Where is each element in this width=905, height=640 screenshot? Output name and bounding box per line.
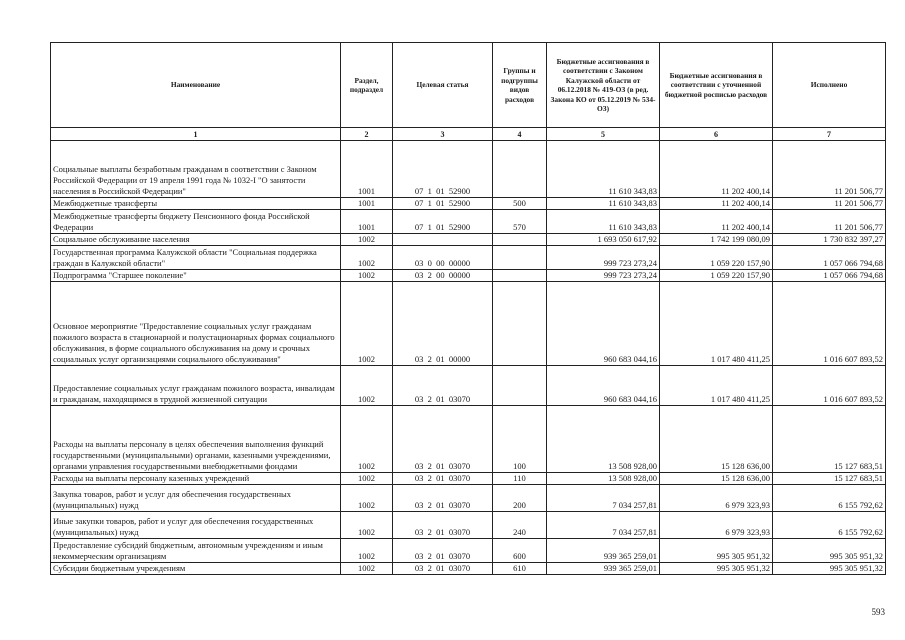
row-group [493, 234, 547, 246]
row-group: 240 [493, 512, 547, 539]
row-refined: 995 305 951,32 [660, 539, 773, 563]
row-executed: 1 016 607 893,52 [773, 282, 886, 366]
row-executed: 1 016 607 893,52 [773, 366, 886, 406]
row-executed: 11 201 506,77 [773, 141, 886, 198]
row-refined: 1 017 480 411,25 [660, 282, 773, 366]
row-section: 1002 [341, 485, 393, 512]
row-executed: 1 730 832 397,27 [773, 234, 886, 246]
column-number: 7 [773, 128, 886, 141]
row-section: 1002 [341, 539, 393, 563]
row-name: Основное мероприятие "Предоставление социальных услуг гражданам пожилого возраста в стационарной и полустационарных формах социального обслуживания, в форме социального обслуживания на дому и срочных социальных услуг организациями социального обслуживания" [51, 282, 341, 366]
header-executed: Исполнено [773, 43, 886, 128]
row-name: Расходы на выплаты персоналу казенных учреждений [51, 473, 341, 485]
row-target: 03 2 01 03070 [393, 473, 493, 485]
table-row [51, 282, 886, 366]
row-law: 999 723 273,24 [547, 270, 660, 282]
row-group [493, 246, 547, 270]
row-group: 600 [493, 539, 547, 563]
table-row [51, 485, 886, 512]
row-section: 1002 [341, 270, 393, 282]
row-law: 1 693 050 617,92 [547, 234, 660, 246]
row-name: Иные закупки товаров, работ и услуг для обеспечения государственных (муниципальных) нужд [51, 512, 341, 539]
header-name: Наименование [51, 43, 341, 128]
row-name: Субсидии бюджетным учреждениям [51, 563, 341, 575]
row-executed: 995 305 951,32 [773, 539, 886, 563]
row-name: Государственная программа Калужской области "Социальная поддержка граждан в Калужской области" [51, 246, 341, 270]
row-name: Межбюджетные трансферты [51, 198, 341, 210]
row-target: 03 2 01 03070 [393, 512, 493, 539]
row-refined: 11 202 400,14 [660, 198, 773, 210]
column-number: 1 [51, 128, 341, 141]
row-group: 610 [493, 563, 547, 575]
row-group: 100 [493, 406, 547, 473]
row-section: 1001 [341, 210, 393, 234]
row-refined: 15 128 636,00 [660, 473, 773, 485]
table-row [51, 210, 886, 234]
row-group: 200 [493, 485, 547, 512]
row-executed: 6 155 792,62 [773, 485, 886, 512]
row-group: 500 [493, 198, 547, 210]
row-name: Предоставление субсидий бюджетным, автономным учреждениям и иным некоммерческим организациям [51, 539, 341, 563]
row-refined: 11 202 400,14 [660, 210, 773, 234]
row-target: 03 2 01 03070 [393, 539, 493, 563]
row-group: 110 [493, 473, 547, 485]
row-law: 11 610 343,83 [547, 141, 660, 198]
row-refined: 15 128 636,00 [660, 406, 773, 473]
row-name: Социальное обслуживание населения [51, 234, 341, 246]
row-law: 13 508 928,00 [547, 406, 660, 473]
row-name: Расходы на выплаты персоналу в целях обеспечения выполнения функций государственными (муниципальными) органами, казенными учреждениями, органами управления государственными внебюджетными фондами [51, 406, 341, 473]
row-law: 960 683 044,16 [547, 366, 660, 406]
row-target: 03 2 00 00000 [393, 270, 493, 282]
row-name: Предоставление социальных услуг гражданам пожилого возраста, инвалидам и гражданам, находящимся в трудной жизненной ситуации [51, 366, 341, 406]
header-section: Раздел, подраздел [341, 43, 393, 128]
row-group [493, 366, 547, 406]
row-group [493, 141, 547, 198]
row-name: Подпрограмма "Старшее поколение" [51, 270, 341, 282]
row-law: 939 365 259,01 [547, 563, 660, 575]
row-section: 1002 [341, 366, 393, 406]
column-number: 4 [493, 128, 547, 141]
row-target: 03 0 00 00000 [393, 246, 493, 270]
table-row [51, 406, 886, 473]
row-law: 11 610 343,83 [547, 210, 660, 234]
row-executed: 1 057 066 794,68 [773, 270, 886, 282]
row-target: 07 1 01 52900 [393, 141, 493, 198]
column-number: 5 [547, 128, 660, 141]
row-name: Закупка товаров, работ и услуг для обеспечения государственных (муниципальных) нужд [51, 485, 341, 512]
row-refined: 1 017 480 411,25 [660, 366, 773, 406]
row-target: 07 1 01 52900 [393, 210, 493, 234]
row-law: 960 683 044,16 [547, 282, 660, 366]
row-refined: 995 305 951,32 [660, 563, 773, 575]
header-refined-assign: Бюджетные ассигнования в соответствии с уточненной бюджетной росписью расходов [660, 43, 773, 128]
table-row [51, 563, 886, 575]
row-refined: 1 742 199 080,09 [660, 234, 773, 246]
row-target [393, 234, 493, 246]
row-section: 1001 [341, 198, 393, 210]
table-row [51, 234, 886, 246]
row-executed: 1 057 066 794,68 [773, 246, 886, 270]
row-refined: 6 979 323,93 [660, 485, 773, 512]
header-row [51, 43, 886, 128]
header-groups: Группы и подгруппы видов расходов [493, 43, 547, 128]
column-number: 2 [341, 128, 393, 141]
table-row [51, 366, 886, 406]
row-executed: 11 201 506,77 [773, 210, 886, 234]
budget-table [50, 42, 886, 575]
row-group: 570 [493, 210, 547, 234]
row-refined: 1 059 220 157,90 [660, 246, 773, 270]
row-law: 7 034 257,81 [547, 485, 660, 512]
table-row [51, 198, 886, 210]
row-refined: 6 979 323,93 [660, 512, 773, 539]
row-law: 7 034 257,81 [547, 512, 660, 539]
header-target: Целевая статья [393, 43, 493, 128]
row-section: 1002 [341, 473, 393, 485]
row-law: 11 610 343,83 [547, 198, 660, 210]
row-name: Социальные выплаты безработным гражданам в соответствии с Законом Российской Федерации от 19 апреля 1991 года № 1032-I "О занятости населения в Российской Федерации" [51, 141, 341, 198]
table-row [51, 512, 886, 539]
row-target: 03 2 01 00000 [393, 282, 493, 366]
column-number: 3 [393, 128, 493, 141]
table-row [51, 246, 886, 270]
row-name: Межбюджетные трансферты бюджету Пенсионного фонда Российской Федерации [51, 210, 341, 234]
row-section: 1002 [341, 282, 393, 366]
table-row [51, 141, 886, 198]
row-target: 03 2 01 03070 [393, 563, 493, 575]
row-law: 999 723 273,24 [547, 246, 660, 270]
row-group [493, 270, 547, 282]
column-number-row [51, 128, 886, 141]
row-target: 03 2 01 03070 [393, 406, 493, 473]
table-row [51, 539, 886, 563]
row-executed: 15 127 683,51 [773, 473, 886, 485]
row-executed: 6 155 792,62 [773, 512, 886, 539]
row-section: 1002 [341, 406, 393, 473]
row-group [493, 282, 547, 366]
table-row [51, 270, 886, 282]
row-executed: 995 305 951,32 [773, 563, 886, 575]
row-target: 03 2 01 03070 [393, 485, 493, 512]
row-executed: 15 127 683,51 [773, 406, 886, 473]
row-section: 1002 [341, 563, 393, 575]
column-number: 6 [660, 128, 773, 141]
row-section: 1002 [341, 234, 393, 246]
row-executed: 11 201 506,77 [773, 198, 886, 210]
page-number: 593 [871, 607, 885, 617]
table-row [51, 473, 886, 485]
row-refined: 11 202 400,14 [660, 141, 773, 198]
row-section: 1002 [341, 512, 393, 539]
header-law-assign: Бюджетные ассигнования в соответствии с Законом Калужской области от 06.12.2018 № 419-ОЗ (в ред. Закона КО от 05.12.2019 № 534-ОЗ) [547, 43, 660, 128]
row-section: 1002 [341, 246, 393, 270]
row-target: 07 1 01 52900 [393, 198, 493, 210]
row-section: 1001 [341, 141, 393, 198]
row-target: 03 2 01 03070 [393, 366, 493, 406]
row-law: 13 508 928,00 [547, 473, 660, 485]
row-law: 939 365 259,01 [547, 539, 660, 563]
row-refined: 1 059 220 157,90 [660, 270, 773, 282]
